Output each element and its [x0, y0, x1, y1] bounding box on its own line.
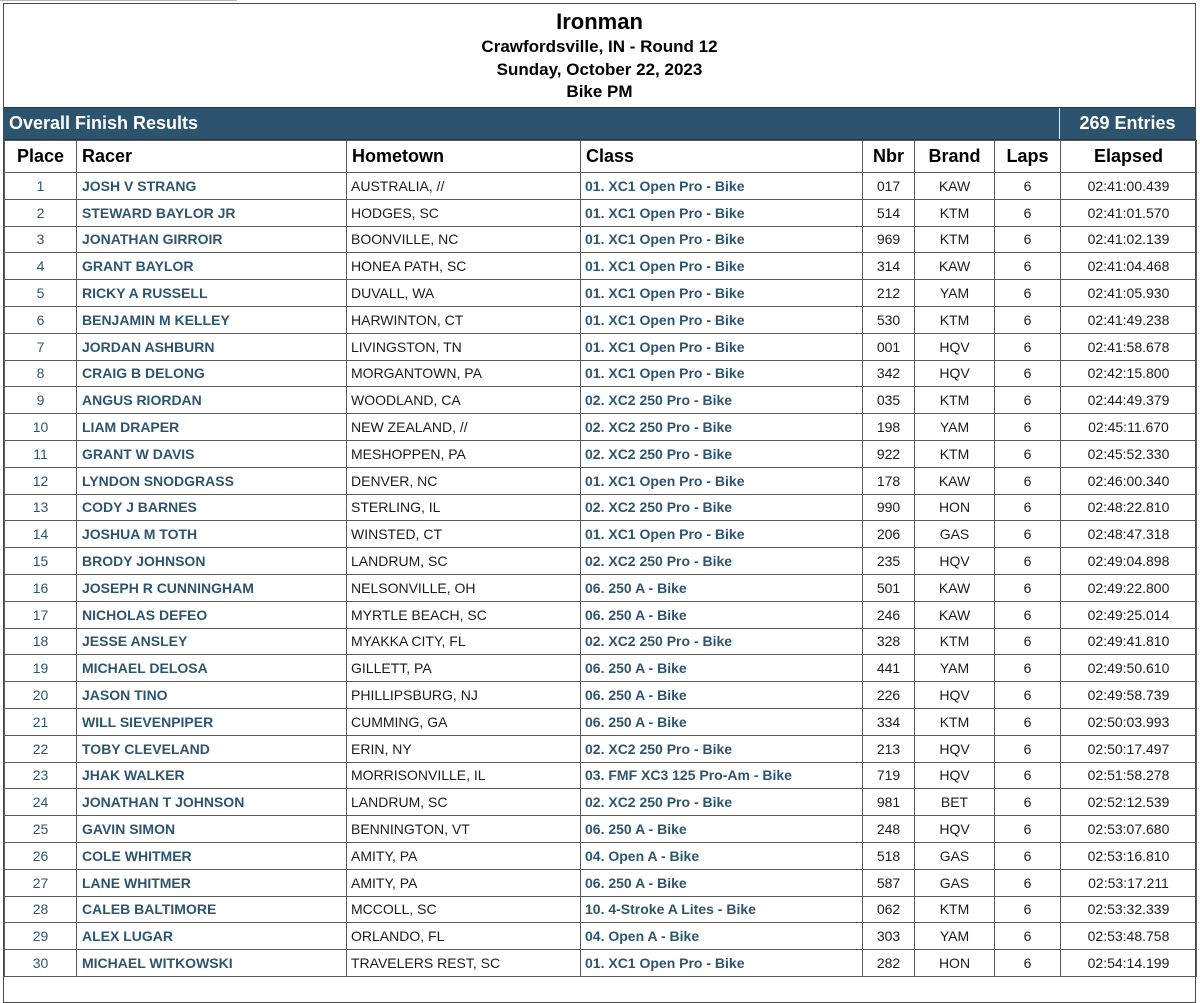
racer-link[interactable]: JONATHAN T JOHNSON — [77, 789, 347, 816]
racer-link[interactable]: JASON TINO — [77, 682, 347, 709]
number-cell: 246 — [863, 601, 915, 628]
brand-cell: KTM — [915, 226, 995, 253]
table-row — [5, 869, 1197, 896]
brand-cell: KTM — [915, 199, 995, 226]
elapsed-cell: 02:50:03.993 — [1061, 708, 1197, 735]
number-cell: 248 — [863, 816, 915, 843]
brand-cell: GAS — [915, 521, 995, 548]
laps-cell: 6 — [995, 387, 1061, 414]
place-cell: 21 — [5, 708, 77, 735]
hometown-cell: MCCOLL, SC — [347, 896, 581, 923]
elapsed-cell: 02:41:02.139 — [1061, 226, 1197, 253]
class-link[interactable]: 01. XC1 Open Pro - Bike — [581, 306, 863, 333]
laps-cell: 6 — [995, 467, 1061, 494]
table-row — [5, 548, 1197, 575]
number-cell: 314 — [863, 253, 915, 280]
brand-cell: KTM — [915, 440, 995, 467]
column-header-brand[interactable]: Brand — [915, 141, 995, 173]
table-header-row — [5, 141, 1197, 173]
table-row — [5, 360, 1197, 387]
racer-link[interactable]: WILL SIEVENPIPER — [77, 708, 347, 735]
brand-cell: KTM — [915, 628, 995, 655]
racer-link[interactable]: NICHOLAS DEFEO — [77, 601, 347, 628]
top-divider — [0, 0, 237, 1]
hometown-cell: BENNINGTON, VT — [347, 816, 581, 843]
column-header-racer[interactable]: Racer — [77, 141, 347, 173]
class-link[interactable]: 06. 250 A - Bike — [581, 682, 863, 709]
brand-cell: KTM — [915, 387, 995, 414]
elapsed-cell: 02:48:22.810 — [1061, 494, 1197, 521]
hometown-cell: LIVINGSTON, TN — [347, 333, 581, 360]
number-cell: 282 — [863, 950, 915, 977]
brand-cell: KTM — [915, 896, 995, 923]
hometown-cell: WINSTED, CT — [347, 521, 581, 548]
table-row — [5, 762, 1197, 789]
brand-cell: KAW — [915, 601, 995, 628]
number-cell: 001 — [863, 333, 915, 360]
class-link[interactable]: 01. XC1 Open Pro - Bike — [581, 521, 863, 548]
place-cell: 27 — [5, 869, 77, 896]
hometown-cell: HARWINTON, CT — [347, 306, 581, 333]
class-link[interactable]: 06. 250 A - Bike — [581, 708, 863, 735]
table-row — [5, 414, 1197, 441]
place-cell: 8 — [5, 360, 77, 387]
class-link[interactable]: 01. XC1 Open Pro - Bike — [581, 360, 863, 387]
laps-cell: 6 — [995, 842, 1061, 869]
table-row — [5, 521, 1197, 548]
brand-cell: GAS — [915, 842, 995, 869]
table-row — [5, 494, 1197, 521]
brand-cell: KAW — [915, 574, 995, 601]
elapsed-cell: 02:49:22.800 — [1061, 574, 1197, 601]
place-cell: 9 — [5, 387, 77, 414]
number-cell: 719 — [863, 762, 915, 789]
hometown-cell: MORRISONVILLE, IL — [347, 762, 581, 789]
laps-cell: 6 — [995, 521, 1061, 548]
racer-link[interactable]: GRANT BAYLOR — [77, 253, 347, 280]
hometown-cell: ORLANDO, FL — [347, 923, 581, 950]
racer-link[interactable]: MICHAEL DELOSA — [77, 655, 347, 682]
class-link[interactable]: 02. XC2 250 Pro - Bike — [581, 440, 863, 467]
table-row — [5, 789, 1197, 816]
racer-link[interactable]: CRAIG B DELONG — [77, 360, 347, 387]
table-row — [5, 199, 1197, 226]
place-cell: 30 — [5, 950, 77, 977]
place-cell: 2 — [5, 199, 77, 226]
table-row — [5, 628, 1197, 655]
table-row — [5, 280, 1197, 307]
hometown-cell: MYAKKA CITY, FL — [347, 628, 581, 655]
hometown-cell: MORGANTOWN, PA — [347, 360, 581, 387]
number-cell: 198 — [863, 414, 915, 441]
laps-cell: 6 — [995, 414, 1061, 441]
elapsed-cell: 02:48:47.318 — [1061, 521, 1197, 548]
class-link[interactable]: 02. XC2 250 Pro - Bike — [581, 735, 863, 762]
elapsed-cell: 02:41:49.238 — [1061, 306, 1197, 333]
brand-cell: GAS — [915, 869, 995, 896]
number-cell: 501 — [863, 574, 915, 601]
number-cell: 212 — [863, 280, 915, 307]
laps-cell: 6 — [995, 655, 1061, 682]
hometown-cell: TRAVELERS REST, SC — [347, 950, 581, 977]
racer-link[interactable]: LYNDON SNODGRASS — [77, 467, 347, 494]
racer-link[interactable]: GRANT W DAVIS — [77, 440, 347, 467]
number-cell: 342 — [863, 360, 915, 387]
laps-cell: 6 — [995, 280, 1061, 307]
place-cell: 14 — [5, 521, 77, 548]
table-row — [5, 173, 1197, 200]
racer-link[interactable]: JHAK WALKER — [77, 762, 347, 789]
place-cell: 17 — [5, 601, 77, 628]
place-cell: 18 — [5, 628, 77, 655]
class-link[interactable]: 06. 250 A - Bike — [581, 816, 863, 843]
laps-cell: 6 — [995, 762, 1061, 789]
place-cell: 1 — [5, 173, 77, 200]
brand-cell: YAM — [915, 280, 995, 307]
class-link[interactable]: 06. 250 A - Bike — [581, 869, 863, 896]
place-cell: 11 — [5, 440, 77, 467]
hometown-cell: STERLING, IL — [347, 494, 581, 521]
place-cell: 6 — [5, 306, 77, 333]
elapsed-cell: 02:49:25.014 — [1061, 601, 1197, 628]
laps-cell: 6 — [995, 574, 1061, 601]
laps-cell: 6 — [995, 548, 1061, 575]
laps-cell: 6 — [995, 199, 1061, 226]
racer-link[interactable]: CODY J BARNES — [77, 494, 347, 521]
brand-cell: BET — [915, 789, 995, 816]
place-cell: 20 — [5, 682, 77, 709]
racer-link[interactable]: JORDAN ASHBURN — [77, 333, 347, 360]
number-cell: 226 — [863, 682, 915, 709]
place-cell: 23 — [5, 762, 77, 789]
place-cell: 15 — [5, 548, 77, 575]
number-cell: 235 — [863, 548, 915, 575]
class-link[interactable]: 04. Open A - Bike — [581, 842, 863, 869]
elapsed-cell: 02:51:58.278 — [1061, 762, 1197, 789]
laps-cell: 6 — [995, 226, 1061, 253]
racer-link[interactable]: BENJAMIN M KELLEY — [77, 306, 347, 333]
column-header-class[interactable]: Class — [581, 141, 863, 173]
laps-cell: 6 — [995, 816, 1061, 843]
table-row — [5, 708, 1197, 735]
number-cell: 035 — [863, 387, 915, 414]
laps-cell: 6 — [995, 789, 1061, 816]
racer-link[interactable]: JESSE ANSLEY — [77, 628, 347, 655]
place-cell: 26 — [5, 842, 77, 869]
elapsed-cell: 02:41:05.930 — [1061, 280, 1197, 307]
hometown-cell: LANDRUM, SC — [347, 789, 581, 816]
class-link[interactable]: 06. 250 A - Bike — [581, 601, 863, 628]
place-cell: 19 — [5, 655, 77, 682]
number-cell: 981 — [863, 789, 915, 816]
racer-link[interactable]: JOSHUA M TOTH — [77, 521, 347, 548]
racer-link[interactable]: BRODY JOHNSON — [77, 548, 347, 575]
racer-link[interactable]: CALEB BALTIMORE — [77, 896, 347, 923]
table-row — [5, 467, 1197, 494]
table-row — [5, 574, 1197, 601]
brand-cell: HQV — [915, 333, 995, 360]
number-cell: 303 — [863, 923, 915, 950]
hometown-cell: CUMMING, GA — [347, 708, 581, 735]
racer-link[interactable]: JOSEPH R CUNNINGHAM — [77, 574, 347, 601]
hometown-cell: NELSONVILLE, OH — [347, 574, 581, 601]
place-cell: 3 — [5, 226, 77, 253]
number-cell: 213 — [863, 735, 915, 762]
racer-link[interactable]: COLE WHITMER — [77, 842, 347, 869]
elapsed-cell: 02:44:49.379 — [1061, 387, 1197, 414]
class-link[interactable]: 02. XC2 250 Pro - Bike — [581, 387, 863, 414]
number-cell: 441 — [863, 655, 915, 682]
table-row — [5, 682, 1197, 709]
number-cell: 334 — [863, 708, 915, 735]
event-date: Sunday, October 22, 2023 — [496, 60, 703, 79]
results-banner — [4, 107, 1195, 140]
hometown-cell: PHILLIPSBURG, NJ — [347, 682, 581, 709]
number-cell: 514 — [863, 199, 915, 226]
brand-cell: HQV — [915, 816, 995, 843]
elapsed-cell: 02:49:41.810 — [1061, 628, 1197, 655]
elapsed-cell: 02:41:04.468 — [1061, 253, 1197, 280]
laps-cell: 6 — [995, 735, 1061, 762]
place-cell: 4 — [5, 253, 77, 280]
laps-cell: 6 — [995, 494, 1061, 521]
laps-cell: 6 — [995, 923, 1061, 950]
number-cell: 922 — [863, 440, 915, 467]
class-link[interactable]: 02. XC2 250 Pro - Bike — [581, 548, 863, 575]
brand-cell: HQV — [915, 360, 995, 387]
hometown-cell: BOONVILLE, NC — [347, 226, 581, 253]
hometown-cell: AMITY, PA — [347, 842, 581, 869]
elapsed-cell: 02:49:50.610 — [1061, 655, 1197, 682]
table-row — [5, 306, 1197, 333]
class-link[interactable]: 01. XC1 Open Pro - Bike — [581, 280, 863, 307]
hometown-cell: DENVER, NC — [347, 467, 581, 494]
class-link[interactable]: 02. XC2 250 Pro - Bike — [581, 628, 863, 655]
table-row — [5, 896, 1197, 923]
racer-link[interactable]: LIAM DRAPER — [77, 414, 347, 441]
class-link[interactable]: 01. XC1 Open Pro - Bike — [581, 253, 863, 280]
place-cell: 13 — [5, 494, 77, 521]
laps-cell: 6 — [995, 253, 1061, 280]
hometown-cell: LANDRUM, SC — [347, 548, 581, 575]
event-header — [4, 4, 1195, 107]
results-table — [4, 140, 1197, 977]
laps-cell: 6 — [995, 708, 1061, 735]
laps-cell: 6 — [995, 360, 1061, 387]
number-cell: 328 — [863, 628, 915, 655]
brand-cell: HON — [915, 950, 995, 977]
number-cell: 969 — [863, 226, 915, 253]
racer-link[interactable]: MICHAEL WITKOWSKI — [77, 950, 347, 977]
event-title: Ironman — [556, 9, 643, 34]
laps-cell: 6 — [995, 950, 1061, 977]
place-cell: 16 — [5, 574, 77, 601]
brand-cell: KAW — [915, 253, 995, 280]
elapsed-cell: 02:41:01.570 — [1061, 199, 1197, 226]
laps-cell: 6 — [995, 601, 1061, 628]
place-cell: 10 — [5, 414, 77, 441]
hometown-cell: AUSTRALIA, // — [347, 173, 581, 200]
class-link[interactable]: 01. XC1 Open Pro - Bike — [581, 333, 863, 360]
hometown-cell: DUVALL, WA — [347, 280, 581, 307]
table-row — [5, 655, 1197, 682]
brand-cell: KAW — [915, 173, 995, 200]
class-link[interactable]: 06. 250 A - Bike — [581, 574, 863, 601]
place-cell: 5 — [5, 280, 77, 307]
brand-cell: HQV — [915, 762, 995, 789]
number-cell: 062 — [863, 896, 915, 923]
racer-link[interactable]: ANGUS RIORDAN — [77, 387, 347, 414]
class-link[interactable]: 01. XC1 Open Pro - Bike — [581, 199, 863, 226]
hometown-cell: AMITY, PA — [347, 869, 581, 896]
hometown-cell: GILLETT, PA — [347, 655, 581, 682]
racer-link[interactable]: JOSH V STRANG — [77, 173, 347, 200]
table-row — [5, 950, 1197, 977]
brand-cell: HQV — [915, 735, 995, 762]
table-row — [5, 842, 1197, 869]
laps-cell: 6 — [995, 333, 1061, 360]
class-link[interactable]: 01. XC1 Open Pro - Bike — [581, 226, 863, 253]
class-link[interactable]: 02. XC2 250 Pro - Bike — [581, 494, 863, 521]
racer-link[interactable]: LANE WHITMER — [77, 869, 347, 896]
racer-link[interactable]: ALEX LUGAR — [77, 923, 347, 950]
laps-cell: 6 — [995, 869, 1061, 896]
brand-cell: HQV — [915, 682, 995, 709]
class-link[interactable]: 02. XC2 250 Pro - Bike — [581, 414, 863, 441]
class-link[interactable]: 01. XC1 Open Pro - Bike — [581, 467, 863, 494]
hometown-cell: HODGES, SC — [347, 199, 581, 226]
elapsed-cell: 02:50:17.497 — [1061, 735, 1197, 762]
laps-cell: 6 — [995, 896, 1061, 923]
elapsed-cell: 02:53:32.339 — [1061, 896, 1197, 923]
brand-cell: KAW — [915, 467, 995, 494]
elapsed-cell: 02:49:58.739 — [1061, 682, 1197, 709]
elapsed-cell: 02:53:17.211 — [1061, 869, 1197, 896]
racer-link[interactable]: STEWARD BAYLOR JR — [77, 199, 347, 226]
hometown-cell: MESHOPPEN, PA — [347, 440, 581, 467]
elapsed-cell: 02:54:14.199 — [1061, 950, 1197, 977]
class-link[interactable]: 06. 250 A - Bike — [581, 655, 863, 682]
elapsed-cell: 02:53:48.758 — [1061, 923, 1197, 950]
brand-cell: YAM — [915, 923, 995, 950]
event-location: Crawfordsville, IN - Round 12 — [481, 37, 718, 56]
column-header-place[interactable]: Place — [5, 141, 77, 173]
brand-cell: YAM — [915, 414, 995, 441]
elapsed-cell: 02:45:11.670 — [1061, 414, 1197, 441]
elapsed-cell: 02:42:15.800 — [1061, 360, 1197, 387]
hometown-cell: WOODLAND, CA — [347, 387, 581, 414]
number-cell: 587 — [863, 869, 915, 896]
brand-cell: YAM — [915, 655, 995, 682]
table-row — [5, 253, 1197, 280]
elapsed-cell: 02:41:58.678 — [1061, 333, 1197, 360]
class-link[interactable]: 03. FMF XC3 125 Pro-Am - Bike — [581, 762, 863, 789]
class-link[interactable]: 02. XC2 250 Pro - Bike — [581, 789, 863, 816]
place-cell: 29 — [5, 923, 77, 950]
racer-link[interactable]: JONATHAN GIRROIR — [77, 226, 347, 253]
racer-link[interactable]: TOBY CLEVELAND — [77, 735, 347, 762]
table-row — [5, 333, 1197, 360]
laps-cell: 6 — [995, 682, 1061, 709]
elapsed-cell: 02:52:12.539 — [1061, 789, 1197, 816]
class-link[interactable]: 01. XC1 Open Pro - Bike — [581, 950, 863, 977]
place-cell: 12 — [5, 467, 77, 494]
number-cell: 178 — [863, 467, 915, 494]
brand-cell: HON — [915, 494, 995, 521]
elapsed-cell: 02:46:00.340 — [1061, 467, 1197, 494]
class-link[interactable]: 10. 4-Stroke A Lites - Bike — [581, 896, 863, 923]
elapsed-cell: 02:45:52.330 — [1061, 440, 1197, 467]
place-cell: 25 — [5, 816, 77, 843]
event-session: Bike PM — [566, 82, 633, 101]
number-cell: 530 — [863, 306, 915, 333]
results-sheet — [3, 3, 1196, 1003]
results-table-body — [5, 173, 1197, 977]
brand-cell: KTM — [915, 306, 995, 333]
place-cell: 28 — [5, 896, 77, 923]
number-cell: 017 — [863, 173, 915, 200]
elapsed-cell: 02:49:04.898 — [1061, 548, 1197, 575]
racer-link[interactable]: RICKY A RUSSELL — [77, 280, 347, 307]
hometown-cell: NEW ZEALAND, // — [347, 414, 581, 441]
table-row — [5, 601, 1197, 628]
number-cell: 518 — [863, 842, 915, 869]
number-cell: 990 — [863, 494, 915, 521]
column-header-nbr[interactable]: Nbr — [863, 141, 915, 173]
column-header-laps[interactable]: Laps — [995, 141, 1061, 173]
class-link[interactable]: 04. Open A - Bike — [581, 923, 863, 950]
hometown-cell: HONEA PATH, SC — [347, 253, 581, 280]
table-row — [5, 735, 1197, 762]
results-banner-label: Overall Finish Results — [9, 113, 199, 133]
hometown-cell: ERIN, NY — [347, 735, 581, 762]
hometown-cell: MYRTLE BEACH, SC — [347, 601, 581, 628]
racer-link[interactable]: GAVIN SIMON — [77, 816, 347, 843]
place-cell: 22 — [5, 735, 77, 762]
table-row — [5, 387, 1197, 414]
brand-cell: KTM — [915, 708, 995, 735]
laps-cell: 6 — [995, 628, 1061, 655]
place-cell: 7 — [5, 333, 77, 360]
laps-cell: 6 — [995, 440, 1061, 467]
column-header-elapsed[interactable]: Elapsed — [1061, 141, 1197, 173]
place-cell: 24 — [5, 789, 77, 816]
elapsed-cell: 02:53:07.680 — [1061, 816, 1197, 843]
table-row — [5, 816, 1197, 843]
table-row — [5, 226, 1197, 253]
number-cell: 206 — [863, 521, 915, 548]
class-link[interactable]: 01. XC1 Open Pro - Bike — [581, 173, 863, 200]
entries-count: 269 Entries — [1079, 113, 1176, 133]
brand-cell: HQV — [915, 548, 995, 575]
elapsed-cell: 02:41:00.439 — [1061, 173, 1197, 200]
laps-cell: 6 — [995, 173, 1061, 200]
table-row — [5, 923, 1197, 950]
laps-cell: 6 — [995, 306, 1061, 333]
elapsed-cell: 02:53:16.810 — [1061, 842, 1197, 869]
table-row — [5, 440, 1197, 467]
column-header-hometown[interactable]: Hometown — [347, 141, 581, 173]
